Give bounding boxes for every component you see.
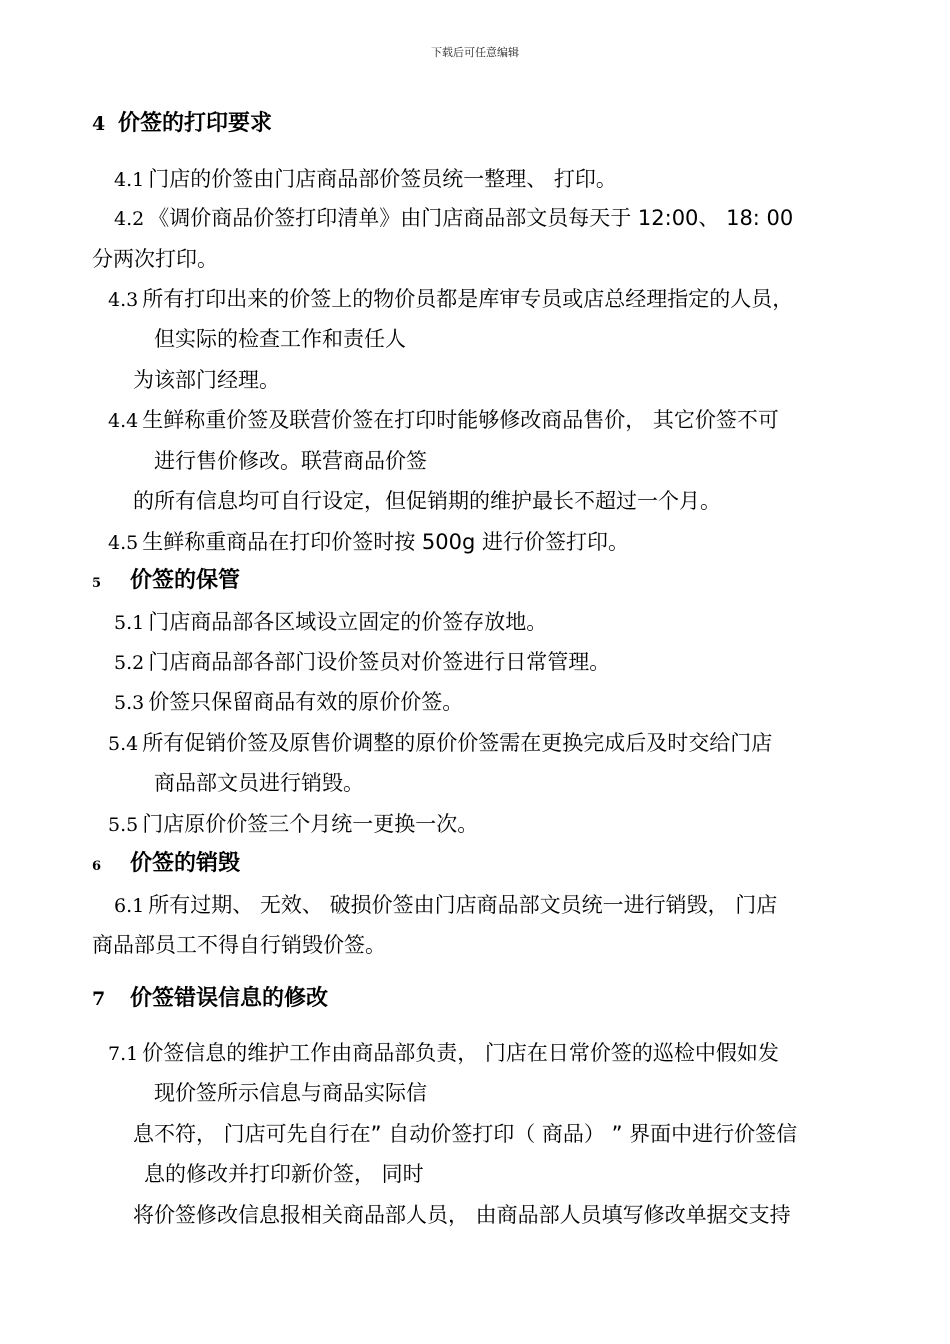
item-number: 5.3 xyxy=(114,692,145,714)
item-number: 7.1 xyxy=(108,1043,139,1065)
item-text: 门店商品部各区域设立固定的价签存放地。 xyxy=(148,610,548,634)
item-4-2-cont: 分两次打印。 xyxy=(92,247,218,271)
item-number: 5.2 xyxy=(114,652,145,674)
section-number: 4 xyxy=(92,113,106,135)
section-number: 5 xyxy=(92,576,102,591)
item-number: 4.4 xyxy=(108,410,139,432)
item-text: 价签只保留商品有效的原价价签。 xyxy=(148,690,464,714)
item-4-2 xyxy=(114,204,793,233)
item-6-1-cont: 商品部员工不得自行销毁价签。 xyxy=(92,933,386,957)
item-5-5 xyxy=(108,810,478,839)
item-text: 生鲜称重价签及联营价签在打印时能够修改商品售价， 其它价签不可 xyxy=(142,408,779,432)
item-text: 门店商品部各部门设价签员对价签进行日常管理。 xyxy=(148,650,611,674)
item-text: 门店的价签由门店商品部价签员统一整理、 打印。 xyxy=(148,167,617,191)
section-title: 价签错误信息的修改 xyxy=(130,986,329,1011)
item-number: 5.4 xyxy=(108,733,139,755)
item-4-4-cont2: 的所有信息均可自行设定，但促销期的维护最长不超过一个月。 xyxy=(133,489,721,513)
item-7-1-cont2: 息不符， 门店可先自行在” 自动价签打印（ 商品） ” 界面中进行价签信 xyxy=(133,1122,798,1146)
section-6-heading xyxy=(92,850,240,881)
section-7-heading xyxy=(92,985,328,1013)
item-number: 4.3 xyxy=(108,289,139,311)
section-title: 价签的销毁 xyxy=(130,851,241,876)
page-header: 下载后可任意编辑 xyxy=(431,46,519,59)
item-4-3 xyxy=(108,285,793,314)
item-5-4-cont1: 商品部文员进行销毁。 xyxy=(154,771,364,795)
section-number: 6 xyxy=(92,859,102,874)
item-text: 所有促销价签及原售价调整的原价价签需在更换完成后及时交给门店 xyxy=(142,731,773,755)
item-4-1 xyxy=(114,165,617,194)
item-number: 4.1 xyxy=(114,169,145,191)
section-title: 价签的保管 xyxy=(130,568,241,593)
item-text: 《调价商品价签打印清单》由门店商品部文员每天于 12:00、 18: 00 xyxy=(148,206,794,230)
section-5-heading xyxy=(92,567,240,598)
item-7-1-cont4: 将价签修改信息报相关商品部人员， 由商品部人员填写修改单据交支持 xyxy=(133,1203,791,1227)
item-number: 4.2 xyxy=(114,208,145,230)
item-4-4 xyxy=(108,406,779,435)
item-number: 4.5 xyxy=(108,532,139,554)
item-7-1 xyxy=(108,1039,779,1068)
item-6-1 xyxy=(114,891,777,920)
item-text: 所有打印出来的价签上的物价员都是库审专员或店总经理指定的人员， xyxy=(142,287,794,311)
section-title: 价签的打印要求 xyxy=(118,111,273,136)
item-5-2 xyxy=(114,648,610,677)
item-number: 5.1 xyxy=(114,612,145,634)
item-5-1 xyxy=(114,608,547,637)
item-4-4-cont1: 进行售价修改。联营商品价签 xyxy=(154,449,427,473)
item-text: 生鲜称重商品在打印价签时按 500g 进行价签打印。 xyxy=(142,530,629,554)
item-7-1-cont1: 现价签所示信息与商品实际信 xyxy=(154,1081,427,1105)
item-4-5 xyxy=(108,528,629,557)
item-7-1-cont3: 息的修改并打印新价签， 同时 xyxy=(144,1162,424,1186)
item-text: 门店原价价签三个月统一更换一次。 xyxy=(142,812,479,836)
item-number: 6.1 xyxy=(114,895,145,917)
section-number: 7 xyxy=(92,988,106,1010)
item-4-3-cont2: 为该部门经理。 xyxy=(133,368,280,392)
item-text: 所有过期、 无效、 破损价签由门店商品部文员统一进行销毁， 门店 xyxy=(148,893,778,917)
section-4-heading xyxy=(92,110,272,138)
item-5-3 xyxy=(114,688,463,717)
item-5-4 xyxy=(108,729,772,758)
item-number: 5.5 xyxy=(108,814,139,836)
item-4-3-cont1: 但实际的检查工作和责任人 xyxy=(154,327,406,351)
item-text: 价签信息的维护工作由商品部负责， 门店在日常价签的巡检中假如发 xyxy=(142,1041,779,1065)
